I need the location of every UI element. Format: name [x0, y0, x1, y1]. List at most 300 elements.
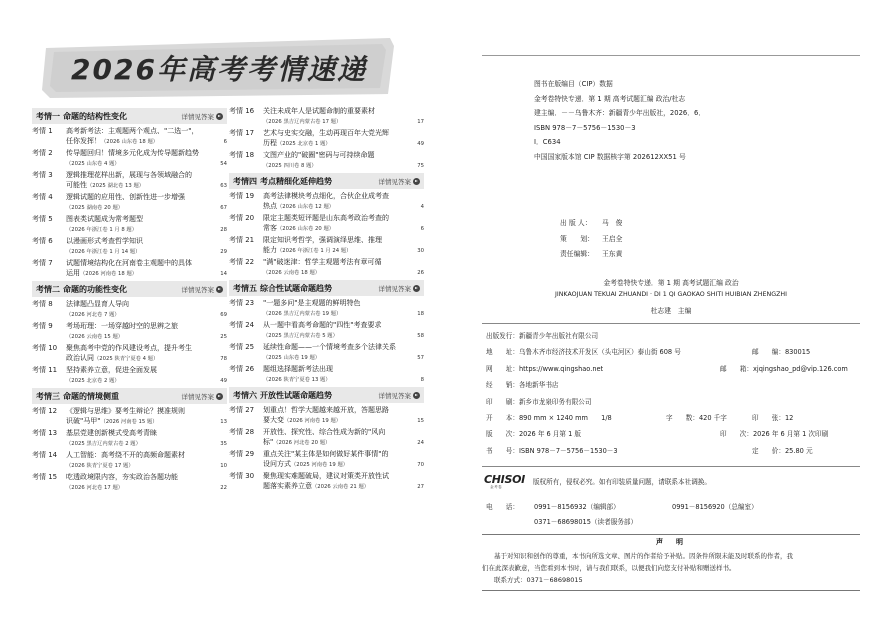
toc-item-text — [263, 437, 330, 448]
toc-item-title: 政治认同 — [66, 354, 94, 362]
toc-item-label: 考情 16 — [229, 107, 255, 115]
toc-item — [229, 213, 424, 234]
toc-item — [229, 449, 424, 470]
notice-contact: 联系方式：0371－68698015 — [494, 576, 583, 584]
toc-item-body — [263, 364, 424, 385]
toc-item-line — [66, 214, 227, 224]
toc-item-label: 考情 30 — [229, 472, 255, 480]
pub-row-isbn: 书 号：ISBN 978－7－5756－1530－3 定 价：25.80 元 — [486, 446, 813, 455]
toc-item-text — [66, 180, 144, 191]
brand-logo: CHISOI 金考卷 — [484, 473, 525, 489]
toc-item-title: 传导题回归！情境多元化成为传导题新趋势 — [66, 149, 199, 157]
toc-item-line — [66, 343, 227, 353]
toc-item-text — [263, 128, 389, 138]
toc-item-text — [263, 116, 341, 127]
toc-item-text — [66, 472, 178, 482]
toc-item-source: （2026 年浙江卷 1 月 14 题） — [66, 249, 141, 255]
toc-item-line — [263, 213, 424, 223]
toc-item-title: 任你发挥！ — [66, 137, 101, 145]
toc-item-page: 54 — [220, 161, 227, 167]
toc-item-label: 考情 26 — [229, 365, 255, 373]
toc-item-label: 考情 3 — [32, 171, 53, 179]
toc-item-title: 题组选择题新考法出现 — [263, 365, 333, 373]
toc-item-title: 常客 — [263, 224, 277, 232]
divider — [482, 323, 860, 324]
toc-item — [229, 191, 424, 212]
toc-item-title: 可能性 — [66, 181, 87, 189]
toc-item-text — [263, 267, 320, 278]
toc-item-title: 文图产业的"破圈"密码与可持续命题 — [263, 151, 375, 159]
toc-item-label: 考情 19 — [229, 192, 255, 200]
toc-item-line — [66, 321, 227, 331]
toc-item — [229, 364, 424, 385]
toc-item-label: 考情 1 — [32, 127, 53, 135]
toc-item-text — [263, 405, 389, 415]
toc-item-text — [263, 191, 389, 201]
toc-item-title: 热点 — [263, 202, 277, 210]
toc-item-line — [66, 136, 227, 147]
toc-item-text — [263, 235, 382, 245]
toc-item-text — [263, 342, 396, 352]
toc-item-body — [66, 450, 227, 471]
toc-item-text — [66, 158, 120, 169]
toc-item — [32, 472, 227, 493]
section-answers-note — [379, 391, 421, 400]
toc-item-page: 10 — [220, 463, 227, 469]
toc-item-text — [263, 106, 375, 116]
toc-item-label: 考情 29 — [229, 450, 255, 458]
toc-item — [229, 150, 424, 171]
toc-item-label: 考情 11 — [32, 366, 58, 374]
toc-item-label: 考情 13 — [32, 429, 58, 437]
toc-item-page: 26 — [417, 270, 424, 276]
toc-item-source: （2026 陕青宁夏卷 17 题） — [66, 463, 134, 469]
toc-item-line — [263, 267, 424, 278]
toc-item — [32, 170, 227, 191]
arrow-right-icon — [216, 393, 223, 400]
toc-item-line — [66, 482, 227, 493]
toc-item-title: 法律题凸显育人导向 — [66, 300, 129, 308]
toc-item-page: 6 — [420, 226, 424, 232]
toc-item-source: （2026 黑吉辽内蒙古卷 17 题） — [263, 119, 342, 125]
toc-item-label: 考情 21 — [229, 236, 255, 244]
toc-item-label: 考情 23 — [229, 299, 255, 307]
toc-item-text — [263, 257, 381, 267]
toc-item-text — [66, 353, 158, 364]
banner — [40, 36, 398, 100]
toc-item-source: （2025 陕青宁夏卷 4 题） — [94, 356, 159, 362]
notice-line: 们在此深表歉意，当您看到本书时，请与我们联系，以便我们向您支付补贴和赠送样书。 — [482, 564, 736, 572]
toc-item-line — [263, 138, 424, 149]
section-number: 考情三 — [36, 391, 60, 401]
section-answers-note — [182, 392, 224, 401]
toc-item-line — [263, 427, 424, 437]
answers-label: 详情见答案 — [181, 392, 214, 401]
toc-item-line — [263, 308, 424, 319]
toc-item — [32, 406, 227, 427]
toc-item-text — [263, 138, 331, 149]
toc-item-title: "满"破迷津：哲学主观题考法有章可循 — [263, 258, 382, 266]
toc-item-body — [263, 342, 424, 363]
toc-item-text — [66, 299, 129, 309]
toc-item-line — [66, 158, 227, 169]
toc-item-text — [263, 245, 351, 256]
pub-row-printer: 印 刷：新乡市龙泉印务有限公司 — [486, 397, 592, 406]
toc-item-body — [263, 213, 424, 234]
toc-item-label: 考情 15 — [32, 473, 58, 481]
toc-item-line — [263, 330, 424, 341]
toc-item-line — [66, 246, 227, 257]
toc-item-source: （2026 山东卷 20 题） — [277, 226, 335, 232]
toc-column-right — [229, 106, 424, 493]
toc-item-line — [263, 449, 424, 459]
toc-item-title: 艺术与史实交融，生动再现百年大党光辉 — [263, 129, 389, 137]
toc-item-text — [263, 320, 381, 330]
toc-item-line — [263, 405, 424, 415]
section-number: 考情四 — [233, 176, 257, 186]
toc-item — [32, 148, 227, 169]
toc-item-line — [66, 148, 227, 158]
staff-editor: 责任编辑： 王东黄 — [560, 250, 623, 258]
staff-list — [560, 216, 622, 263]
toc-item-title: 要大变 — [263, 416, 284, 424]
toc-item-body — [263, 150, 424, 171]
toc-item-label: 考情 2 — [32, 149, 53, 157]
toc-item-line — [66, 450, 227, 460]
toc-item-line — [263, 342, 424, 352]
top-rule — [482, 55, 860, 56]
toc-item-text — [263, 449, 388, 459]
toc-item-title: 逻辑试题的应用性、创新性进一步增强 — [66, 193, 185, 201]
toc-item-text — [66, 136, 158, 147]
toc-item-line — [263, 245, 424, 256]
toc-item-title: 运用 — [66, 269, 80, 277]
toc-item-line — [263, 415, 424, 426]
toc-item-source: （2026 山东卷 18 题） — [101, 139, 159, 145]
toc-item-body — [66, 170, 227, 191]
copyright-text: 版权所有，侵权必究。如有印装质量问题，请联系本社调换。 — [532, 478, 711, 486]
toc-item-title: 图表类试题成为常考题型 — [66, 215, 143, 223]
toc-item-label: 考情 22 — [229, 258, 255, 266]
section-answers-note — [182, 285, 224, 294]
toc-item-label: 考情 5 — [32, 215, 53, 223]
toc-item-page: 27 — [417, 484, 424, 490]
pub-row-address: 地 址：乌鲁木齐市经济技术开发区（头屯河区）泰山街 608 号 邮 编：830015 — [486, 348, 811, 357]
toc-item-label: 考情 7 — [32, 259, 53, 267]
toc-item-line — [263, 481, 424, 492]
toc-item-body — [66, 214, 227, 235]
toc-item-text — [263, 308, 341, 319]
toc-item-line — [263, 320, 424, 330]
toc-item-line — [66, 224, 227, 235]
toc-item-title: 逻辑推理花样出新，展现与各领域融合的 — [66, 171, 192, 179]
section-header-left — [233, 390, 332, 401]
toc-item — [229, 405, 424, 426]
notice-line: 基于对知识和创作的尊重，本书向所选文章、图片的作者给予补贴。因条件所限未能及时联系的作者，我 — [494, 552, 793, 560]
toc-item-body — [66, 192, 227, 213]
toc-item-page: 15 — [417, 418, 424, 424]
toc-item-title: 吃透政境限内容，夯实政治各题功能 — [66, 473, 178, 481]
toc-item-source: （2025 河南卷 19 题） — [291, 462, 349, 468]
toc-item — [229, 471, 424, 492]
section-number: 考情五 — [233, 283, 257, 293]
toc-item-page: 67 — [220, 205, 227, 211]
toc-item-line — [66, 428, 227, 438]
toc-item-text — [263, 330, 338, 341]
toc-column-left — [32, 106, 227, 494]
toc-item-page: 57 — [417, 355, 424, 361]
toc-item-title: 划重点！哲学大题越来越开放，答题思路 — [263, 406, 389, 414]
toc-item-title: 从一题中看高考命题的"四性"考查要求 — [263, 321, 382, 329]
toc-item-line — [66, 365, 227, 375]
toc-item-line — [263, 459, 424, 470]
toc-item-body — [263, 128, 424, 149]
toc-item-label: 考情 28 — [229, 428, 255, 436]
toc-item-page: 63 — [220, 183, 227, 189]
toc-item-title: 坚持素养立意，促进全面发展 — [66, 366, 157, 374]
toc-item-text — [66, 406, 185, 416]
toc-item — [32, 299, 227, 320]
section-header — [229, 387, 424, 403]
toc-item-text — [263, 374, 331, 385]
phone-row: 0371－68698015（读者服务部） — [534, 518, 638, 526]
toc-item-body — [263, 257, 424, 278]
toc-item-source: （2025 北京卷 2 题） — [66, 378, 120, 384]
toc-item-label: 考情 14 — [32, 451, 58, 459]
toc-item-body — [66, 126, 227, 147]
toc-item-source: （2026 河北卷 20 题） — [273, 440, 331, 446]
toc-item — [32, 236, 227, 257]
pub-row-format: 开 本：890 mm × 1240 mm 1/8 字 数：420 千字 印 张：12 — [486, 413, 794, 422]
toc-item-title: 重点关注"某主体是如何做好某件事情"的 — [263, 450, 389, 458]
toc-item — [229, 342, 424, 363]
toc-item-text — [66, 331, 123, 342]
toc-item-body — [66, 472, 227, 493]
toc-item — [229, 298, 424, 319]
toc-item-label: 考情 27 — [229, 406, 255, 414]
toc-item-page: 18 — [417, 311, 424, 317]
toc-item-title: 标" — [263, 438, 274, 446]
toc-item-text — [66, 343, 192, 353]
toc-item-body — [66, 148, 227, 169]
toc-item-page: 4 — [420, 204, 424, 210]
toc-item-text — [66, 170, 192, 180]
toc-item-title: 人工智能：高考绕不开的高频命题素材 — [66, 451, 185, 459]
section-header-left — [36, 111, 127, 122]
toc-item-page: 24 — [417, 440, 424, 446]
toc-item-body — [66, 428, 227, 449]
toc-item-title: 试题情境结构化在河南卷主观题中的具体 — [66, 259, 192, 267]
toc-item-text — [263, 223, 334, 234]
toc-item-line — [66, 126, 227, 136]
toc-item-text — [66, 126, 198, 136]
toc-item-text — [263, 213, 389, 223]
toc-item-body — [263, 191, 424, 212]
pub-row-edition: 版 次：2026 年 6 月第 1 版 印 次：2026 年 6 月第 1 次印刷 — [486, 430, 829, 439]
toc-item-body — [66, 299, 227, 320]
arrow-right-icon — [413, 285, 420, 292]
toc-item — [32, 321, 227, 342]
toc-item-text — [66, 214, 143, 224]
publication-info — [486, 328, 860, 459]
toc-item-text — [66, 438, 141, 449]
toc-item-page: 49 — [417, 141, 424, 147]
toc-item-title: 考场珩理：一场穿越时空的思辨之旅 — [66, 322, 178, 330]
toc-item-line — [66, 438, 227, 449]
brand-row — [484, 473, 711, 489]
toc-item-label: 考情 20 — [229, 214, 255, 222]
toc-item-body — [263, 471, 424, 492]
pub-row-website: 网 址：https://www.qingshao.net 邮 箱：xjqingshao_pd@vip.126.com — [486, 364, 848, 373]
toc-item-title: 延续性命题——一个情境考查多个法律关系 — [263, 343, 396, 351]
toc-item-source: （2025 山东卷 4 题） — [66, 161, 120, 167]
toc-item-label: 考情 12 — [32, 407, 58, 415]
toc-item-text — [263, 471, 389, 481]
toc-item-body — [263, 427, 424, 448]
toc-item-page: 25 — [220, 334, 227, 340]
toc-item-source: （2026 河南卷 19 题） — [284, 418, 342, 424]
toc-item-line — [66, 331, 227, 342]
toc-item-page: 70 — [417, 462, 424, 468]
toc-item-line — [66, 268, 227, 279]
toc-item-source: （2026 年浙江卷 1 月 8 题） — [66, 227, 138, 233]
arrow-right-icon — [216, 286, 223, 293]
toc-item-line — [66, 180, 227, 191]
divider — [482, 466, 860, 467]
toc-item-line — [263, 364, 424, 374]
toc-item-title: 限定主题类短评题是山东高考政治考查的 — [263, 214, 389, 222]
toc-item-line — [66, 236, 227, 246]
phone-info — [486, 501, 860, 531]
toc-item-page: 35 — [220, 441, 227, 447]
right-page — [448, 0, 894, 631]
arrow-right-icon — [413, 392, 420, 399]
toc-item-text — [66, 375, 120, 386]
toc-item-text — [66, 309, 120, 320]
toc-item-page: 58 — [417, 333, 424, 339]
toc-item-body — [263, 320, 424, 341]
cip-line: 建主编．－－乌鲁木齐：新疆青少年出版社，2026．6． — [534, 109, 706, 117]
section-number: 考情六 — [233, 390, 257, 400]
toc-item-text — [66, 236, 143, 246]
cip-line: 中国国家版本馆 CIP 数据核字第 202612XX51 号 — [534, 152, 686, 161]
toc-item-title: 设问方式 — [263, 460, 291, 468]
toc-item-body — [263, 405, 424, 426]
cip-data — [534, 77, 854, 164]
toc-item-text — [263, 427, 385, 437]
toc-item-source: （2025 湖北卷 13 题） — [87, 183, 145, 189]
cip-line: 金考卷特快专递．第 1 期 高考试题汇编 政治/杜志 — [534, 94, 686, 103]
toc-item-line — [66, 375, 227, 386]
toc-item-source: （2026 河南卷 15 题） — [100, 419, 158, 425]
toc-item-text — [66, 365, 157, 375]
toc-item-line — [66, 406, 227, 416]
toc-item-source: （2026 云南卷 21 题） — [312, 484, 370, 490]
toc-item — [32, 365, 227, 386]
section-title: 综合性试题命题趋势 — [260, 283, 332, 293]
toc-item-page: 78 — [220, 356, 227, 362]
toc-item-page: 49 — [220, 378, 227, 384]
toc-item — [229, 106, 424, 127]
section-header-left — [36, 391, 119, 402]
toc-item-label: 考情 18 — [229, 151, 255, 159]
toc-item — [229, 320, 424, 341]
toc-item-title: 聚焦高考中党的作风建设考点，提升考生 — [66, 344, 192, 352]
toc-item-body — [263, 106, 424, 127]
arrow-right-icon — [216, 113, 223, 120]
toc-item-title: 高考法律模块考点细化，合伙企业成考查 — [263, 192, 389, 200]
toc-item-line — [66, 202, 227, 213]
answers-label: 详情见答案 — [378, 177, 411, 186]
toc-item-title: 历程 — [263, 139, 277, 147]
staff-planner: 策 划： 王启全 — [560, 234, 623, 243]
toc-item-source: （2026 云南卷 18 题） — [263, 270, 321, 276]
toc-item-text — [263, 298, 360, 308]
toc-item-text — [66, 450, 185, 460]
toc-item-source: （2025 山东卷 19 题） — [263, 355, 321, 361]
toc-item-text — [263, 415, 341, 426]
toc-item-title: 识破"马甲" — [66, 417, 101, 425]
book-title: 金考卷特快专递．第 1 期 高考试题汇编 政治 — [603, 279, 739, 287]
toc-item-body — [66, 406, 227, 427]
toc-item-line — [66, 472, 227, 482]
toc-item-title: 开放性、探究性、综合性成为新的"风向 — [263, 428, 386, 436]
toc-item-line — [263, 191, 424, 201]
toc-item — [32, 450, 227, 471]
toc-item — [229, 128, 424, 149]
toc-item-line — [263, 374, 424, 385]
toc-item — [229, 235, 424, 256]
answers-label: 详情见答案 — [181, 112, 214, 121]
toc-item-title: 限定知识考哲学，强调演绎思维、推理 — [263, 236, 382, 244]
toc-item-page: 69 — [220, 312, 227, 318]
toc-item-text — [66, 416, 158, 427]
toc-item-title: 以漫画形式考查哲学知识 — [66, 237, 143, 245]
toc-item-text — [66, 460, 134, 471]
cip-line: 图书在版编目（CIP）数据 — [534, 80, 613, 88]
toc-item-line — [263, 116, 424, 127]
toc-item-text — [66, 192, 185, 202]
toc-item-page: 75 — [417, 163, 424, 169]
toc-item-body — [66, 236, 227, 257]
toc-item-text — [66, 268, 137, 279]
toc-item-line — [66, 460, 227, 471]
section-answers-note — [379, 284, 421, 293]
toc-item-page: 14 — [220, 271, 227, 277]
toc-item-body — [263, 235, 424, 256]
toc-item-text — [66, 428, 157, 438]
toc-item-source: （2026 黑吉辽内蒙古卷 19 题） — [263, 311, 342, 317]
toc-item-label: 考情 17 — [229, 129, 255, 137]
toc-item-line — [263, 471, 424, 481]
section-header — [32, 108, 227, 124]
section-header-left — [36, 284, 127, 295]
section-answers-note — [182, 112, 224, 121]
toc-item-line — [263, 437, 424, 448]
toc-item-source: （2026 陕青宁夏卷 13 题） — [263, 377, 331, 383]
staff-publisher: 出 版 人： 马 俊 — [560, 219, 623, 227]
toc-item-line — [66, 299, 227, 309]
toc-item-label: 考情 24 — [229, 321, 255, 329]
toc-item — [229, 257, 424, 278]
section-header — [32, 281, 227, 297]
arrow-right-icon — [413, 178, 420, 185]
section-header — [229, 280, 424, 296]
toc-item-body — [66, 365, 227, 386]
toc-item-text — [263, 150, 374, 160]
toc-item-label: 考情 25 — [229, 343, 255, 351]
toc-item-page: 6 — [223, 139, 227, 145]
